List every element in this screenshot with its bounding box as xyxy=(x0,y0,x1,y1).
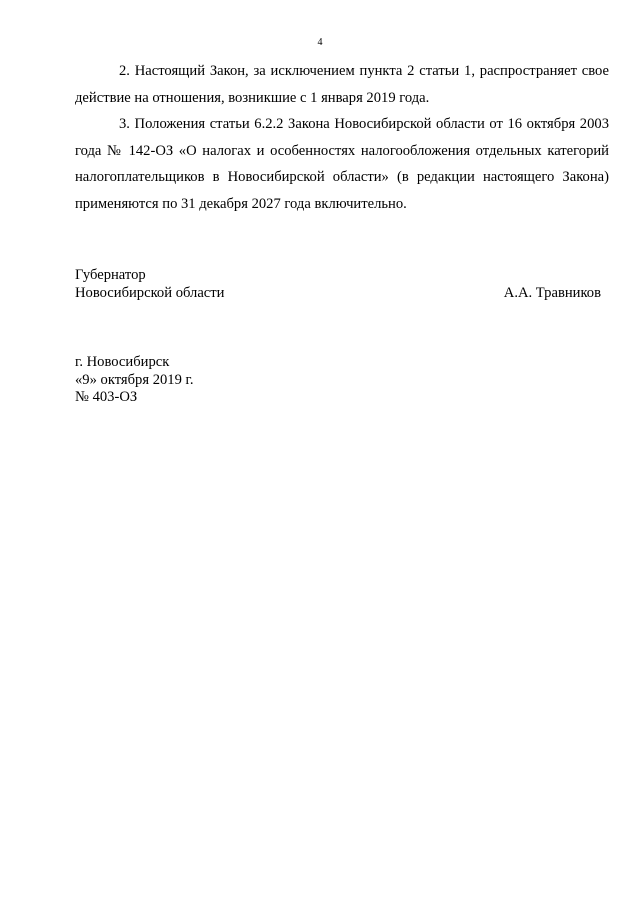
signatory-name: А.А. Травников xyxy=(503,285,601,301)
signature-row xyxy=(75,284,609,302)
adoption-date: «9» октября 2019 г. xyxy=(75,371,194,388)
city: г. Новосибирск xyxy=(75,354,170,370)
signatory-title-line2: Новосибирской области xyxy=(75,285,225,301)
place-date-block xyxy=(75,354,375,407)
law-number: № 403-ОЗ xyxy=(75,389,138,405)
paragraph-2: 2. Настоящий Закон, за исключением пункта 2 статьи 1, распространяет свое действие на отношения, возникшие с 1 января 2019 года. xyxy=(75,63,609,106)
signature-block xyxy=(75,266,609,302)
signatory-title-line1: Губернатор xyxy=(75,267,146,283)
page-number: 4 xyxy=(317,37,323,48)
paragraph-3: 3. Положения статьи 6.2.2 Закона Новосибирской области от 16 октября 2003 года № 142-ОЗ «О налогах и особенностях налогообложения отдельных категорий налогоплательщиков в Новосибирской области» (в редакции настоящего Закона) применяются по 31 декабря 2027 года включительно. xyxy=(75,116,609,212)
